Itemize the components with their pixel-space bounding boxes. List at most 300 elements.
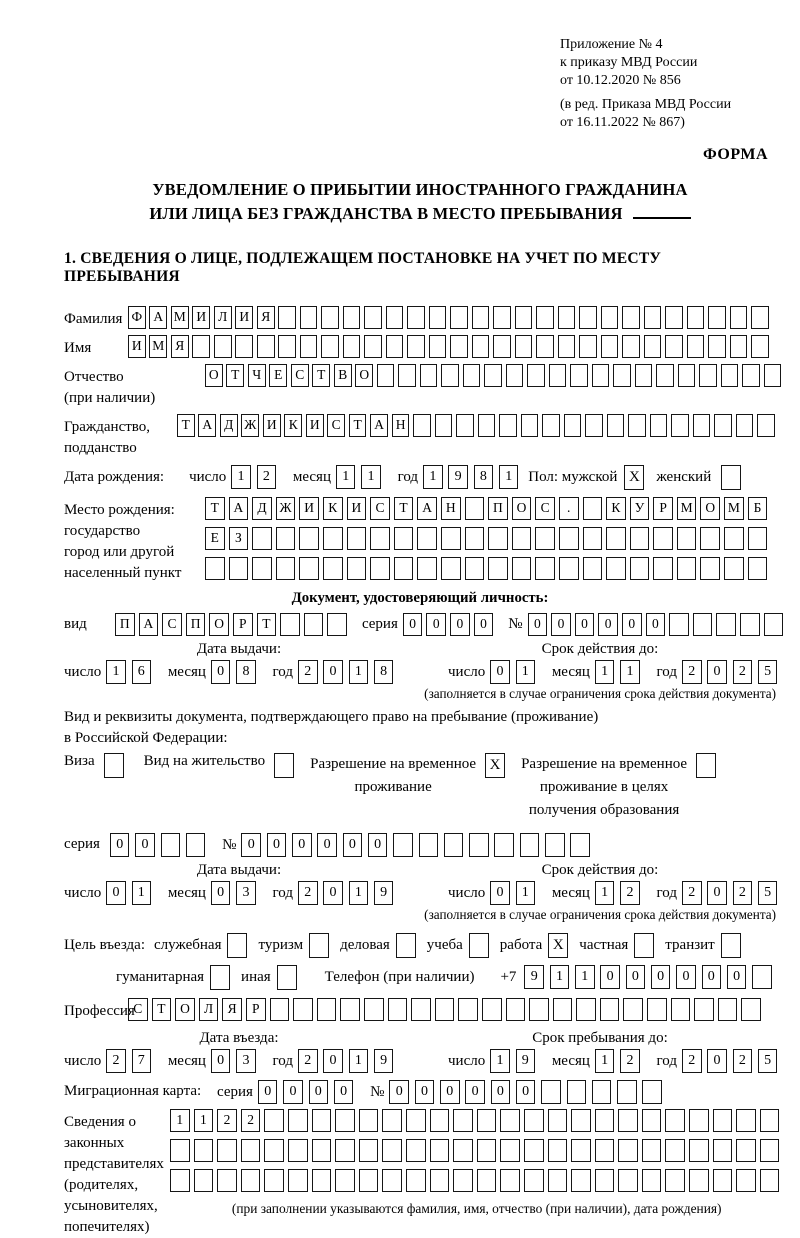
char-box[interactable] bbox=[713, 1109, 733, 1132]
char-box[interactable] bbox=[689, 1169, 709, 1192]
char-box[interactable] bbox=[751, 306, 769, 329]
char-box[interactable]: П bbox=[488, 497, 508, 520]
char-box[interactable]: И bbox=[192, 306, 210, 329]
char-box[interactable] bbox=[618, 1109, 638, 1132]
char-box[interactable] bbox=[521, 414, 539, 437]
char-box[interactable] bbox=[280, 613, 300, 636]
char-box[interactable]: 1 bbox=[516, 881, 536, 905]
char-box[interactable] bbox=[430, 1139, 450, 1162]
char-box[interactable]: X bbox=[624, 465, 644, 490]
char-box[interactable] bbox=[229, 557, 249, 580]
char-box[interactable] bbox=[730, 335, 748, 358]
char-box[interactable]: О bbox=[209, 613, 229, 636]
char-box[interactable] bbox=[630, 557, 650, 580]
char-box[interactable]: 1 bbox=[132, 881, 152, 905]
char-box[interactable]: 0 bbox=[106, 881, 126, 905]
char-box[interactable]: 0 bbox=[651, 965, 671, 989]
char-box[interactable]: 0 bbox=[465, 1080, 485, 1104]
char-box[interactable] bbox=[343, 306, 361, 329]
char-box[interactable]: 0 bbox=[426, 613, 446, 636]
char-box[interactable] bbox=[689, 1109, 709, 1132]
char-box[interactable] bbox=[278, 335, 296, 358]
char-box[interactable]: 9 bbox=[448, 465, 468, 489]
char-box[interactable]: 8 bbox=[474, 465, 494, 489]
char-box[interactable]: 2 bbox=[682, 881, 702, 905]
char-box[interactable]: К bbox=[323, 497, 343, 520]
char-box[interactable] bbox=[359, 1139, 379, 1162]
char-box[interactable] bbox=[478, 414, 496, 437]
char-box[interactable]: А bbox=[139, 613, 159, 636]
char-box[interactable] bbox=[724, 527, 744, 550]
char-box[interactable]: Ф bbox=[128, 306, 146, 329]
char-box[interactable] bbox=[708, 335, 726, 358]
char-box[interactable] bbox=[270, 998, 290, 1021]
char-box[interactable]: Р bbox=[233, 613, 253, 636]
char-box[interactable] bbox=[642, 1139, 662, 1162]
char-box[interactable] bbox=[713, 1169, 733, 1192]
char-box[interactable]: Р bbox=[246, 998, 266, 1021]
char-box[interactable]: 0 bbox=[323, 660, 343, 684]
char-box[interactable]: П bbox=[115, 613, 135, 636]
char-box[interactable] bbox=[721, 933, 741, 958]
char-box[interactable] bbox=[553, 998, 573, 1021]
char-box[interactable]: О bbox=[700, 497, 720, 520]
char-box[interactable] bbox=[644, 306, 662, 329]
char-box[interactable] bbox=[642, 1169, 662, 1192]
char-box[interactable] bbox=[512, 557, 532, 580]
char-box[interactable]: 0 bbox=[516, 1080, 536, 1104]
char-box[interactable]: Р bbox=[653, 497, 673, 520]
char-box[interactable] bbox=[693, 613, 713, 636]
char-box[interactable] bbox=[299, 527, 319, 550]
char-box[interactable] bbox=[335, 1139, 355, 1162]
char-box[interactable]: 0 bbox=[110, 833, 130, 857]
char-box[interactable] bbox=[515, 335, 533, 358]
char-box[interactable] bbox=[104, 753, 124, 778]
char-box[interactable] bbox=[748, 557, 768, 580]
char-box[interactable] bbox=[579, 335, 597, 358]
char-box[interactable]: 7 bbox=[132, 1049, 152, 1073]
char-box[interactable] bbox=[463, 364, 481, 387]
char-box[interactable] bbox=[393, 833, 413, 857]
char-box[interactable] bbox=[500, 1139, 520, 1162]
char-box[interactable] bbox=[323, 527, 343, 550]
char-box[interactable]: 0 bbox=[389, 1080, 409, 1104]
char-box[interactable] bbox=[264, 1169, 284, 1192]
char-box[interactable]: 0 bbox=[622, 613, 642, 636]
char-box[interactable]: С bbox=[162, 613, 182, 636]
char-box[interactable]: 1 bbox=[336, 465, 356, 489]
char-box[interactable]: 9 bbox=[374, 1049, 394, 1073]
char-box[interactable]: 1 bbox=[595, 881, 615, 905]
char-box[interactable]: О bbox=[355, 364, 373, 387]
char-box[interactable] bbox=[312, 1139, 332, 1162]
char-box[interactable]: 1 bbox=[423, 465, 443, 489]
char-box[interactable]: 2 bbox=[298, 660, 318, 684]
char-box[interactable] bbox=[161, 833, 181, 857]
char-box[interactable] bbox=[465, 527, 485, 550]
char-box[interactable] bbox=[411, 998, 431, 1021]
char-box[interactable] bbox=[600, 998, 620, 1021]
char-box[interactable] bbox=[689, 1139, 709, 1162]
char-box[interactable] bbox=[524, 1109, 544, 1132]
char-box[interactable]: 2 bbox=[620, 881, 640, 905]
char-box[interactable]: 0 bbox=[707, 881, 727, 905]
char-box[interactable] bbox=[469, 933, 489, 958]
char-box[interactable]: 2 bbox=[298, 881, 318, 905]
char-box[interactable] bbox=[752, 965, 772, 989]
char-box[interactable]: 0 bbox=[403, 613, 423, 636]
char-box[interactable] bbox=[665, 335, 683, 358]
char-box[interactable] bbox=[741, 998, 761, 1021]
char-box[interactable]: 0 bbox=[309, 1080, 329, 1104]
char-box[interactable] bbox=[406, 1139, 426, 1162]
char-box[interactable] bbox=[386, 335, 404, 358]
char-box[interactable]: Ч bbox=[248, 364, 266, 387]
char-box[interactable]: 2 bbox=[682, 1049, 702, 1073]
char-box[interactable] bbox=[241, 1139, 261, 1162]
char-box[interactable]: А bbox=[198, 414, 216, 437]
char-box[interactable] bbox=[716, 613, 736, 636]
char-box[interactable] bbox=[571, 1169, 591, 1192]
char-box[interactable] bbox=[751, 335, 769, 358]
char-box[interactable] bbox=[477, 1169, 497, 1192]
char-box[interactable] bbox=[170, 1139, 190, 1162]
char-box[interactable]: С bbox=[128, 998, 148, 1021]
char-box[interactable] bbox=[677, 527, 697, 550]
char-box[interactable]: 1 bbox=[490, 1049, 510, 1073]
char-box[interactable]: 1 bbox=[575, 965, 595, 989]
char-box[interactable] bbox=[435, 414, 453, 437]
char-box[interactable] bbox=[312, 1169, 332, 1192]
char-box[interactable] bbox=[394, 557, 414, 580]
char-box[interactable] bbox=[571, 1109, 591, 1132]
char-box[interactable] bbox=[293, 998, 313, 1021]
char-box[interactable] bbox=[617, 1080, 637, 1104]
char-box[interactable] bbox=[347, 527, 367, 550]
char-box[interactable]: А bbox=[229, 497, 249, 520]
char-box[interactable]: Я bbox=[171, 335, 189, 358]
char-box[interactable] bbox=[252, 527, 272, 550]
char-box[interactable] bbox=[529, 998, 549, 1021]
char-box[interactable] bbox=[499, 414, 517, 437]
char-box[interactable] bbox=[601, 335, 619, 358]
char-box[interactable] bbox=[678, 364, 696, 387]
char-box[interactable] bbox=[742, 364, 760, 387]
char-box[interactable]: Н bbox=[441, 497, 461, 520]
char-box[interactable]: 0 bbox=[135, 833, 155, 857]
char-box[interactable]: 0 bbox=[323, 881, 343, 905]
char-box[interactable] bbox=[564, 414, 582, 437]
char-box[interactable] bbox=[413, 414, 431, 437]
char-box[interactable] bbox=[394, 527, 414, 550]
char-box[interactable]: 2 bbox=[106, 1049, 126, 1073]
char-box[interactable] bbox=[500, 1109, 520, 1132]
char-box[interactable] bbox=[656, 364, 674, 387]
char-box[interactable]: О bbox=[512, 497, 532, 520]
char-box[interactable] bbox=[300, 335, 318, 358]
char-box[interactable] bbox=[382, 1139, 402, 1162]
char-box[interactable]: С bbox=[370, 497, 390, 520]
char-box[interactable]: 5 bbox=[758, 1049, 778, 1073]
char-box[interactable]: 1 bbox=[170, 1109, 190, 1132]
char-box[interactable] bbox=[441, 527, 461, 550]
char-box[interactable] bbox=[642, 1080, 662, 1104]
char-box[interactable]: И bbox=[299, 497, 319, 520]
char-box[interactable] bbox=[477, 1139, 497, 1162]
char-box[interactable]: 9 bbox=[524, 965, 544, 989]
char-box[interactable] bbox=[535, 527, 555, 550]
char-box[interactable]: 0 bbox=[490, 660, 510, 684]
char-box[interactable]: 1 bbox=[194, 1109, 214, 1132]
char-box[interactable] bbox=[465, 497, 485, 520]
char-box[interactable] bbox=[444, 833, 464, 857]
char-box[interactable] bbox=[613, 364, 631, 387]
char-box[interactable] bbox=[549, 364, 567, 387]
char-box[interactable] bbox=[359, 1109, 379, 1132]
char-box[interactable]: Ж bbox=[276, 497, 296, 520]
char-box[interactable]: Д bbox=[220, 414, 238, 437]
char-box[interactable] bbox=[276, 527, 296, 550]
char-box[interactable] bbox=[559, 527, 579, 550]
char-box[interactable] bbox=[359, 1169, 379, 1192]
char-box[interactable] bbox=[435, 998, 455, 1021]
char-box[interactable]: У bbox=[630, 497, 650, 520]
char-box[interactable] bbox=[647, 998, 667, 1021]
char-box[interactable] bbox=[458, 998, 478, 1021]
char-box[interactable] bbox=[406, 1169, 426, 1192]
char-box[interactable] bbox=[724, 557, 744, 580]
char-box[interactable]: 0 bbox=[450, 613, 470, 636]
char-box[interactable] bbox=[347, 557, 367, 580]
char-box[interactable]: А bbox=[149, 306, 167, 329]
char-box[interactable]: 0 bbox=[707, 660, 727, 684]
char-box[interactable] bbox=[506, 364, 524, 387]
char-box[interactable] bbox=[618, 1139, 638, 1162]
char-box[interactable]: 0 bbox=[334, 1080, 354, 1104]
char-box[interactable] bbox=[665, 1169, 685, 1192]
char-box[interactable] bbox=[548, 1139, 568, 1162]
char-box[interactable]: М bbox=[677, 497, 697, 520]
char-box[interactable] bbox=[687, 335, 705, 358]
char-box[interactable]: 0 bbox=[283, 1080, 303, 1104]
char-box[interactable] bbox=[386, 306, 404, 329]
char-box[interactable] bbox=[227, 933, 247, 958]
char-box[interactable]: 0 bbox=[440, 1080, 460, 1104]
char-box[interactable]: 8 bbox=[374, 660, 394, 684]
char-box[interactable] bbox=[718, 998, 738, 1021]
char-box[interactable]: 1 bbox=[620, 660, 640, 684]
char-box[interactable] bbox=[382, 1169, 402, 1192]
char-box[interactable] bbox=[288, 1169, 308, 1192]
char-box[interactable] bbox=[429, 306, 447, 329]
char-box[interactable] bbox=[583, 497, 603, 520]
char-box[interactable]: 1 bbox=[106, 660, 126, 684]
char-box[interactable] bbox=[650, 414, 668, 437]
char-box[interactable] bbox=[214, 335, 232, 358]
char-box[interactable] bbox=[585, 414, 603, 437]
char-box[interactable] bbox=[665, 1109, 685, 1132]
char-box[interactable]: И bbox=[263, 414, 281, 437]
char-box[interactable]: С bbox=[535, 497, 555, 520]
char-box[interactable] bbox=[579, 306, 597, 329]
char-box[interactable]: Ж bbox=[241, 414, 259, 437]
char-box[interactable] bbox=[623, 998, 643, 1021]
char-box[interactable]: 2 bbox=[241, 1109, 261, 1132]
char-box[interactable]: Л bbox=[199, 998, 219, 1021]
char-box[interactable] bbox=[482, 998, 502, 1021]
char-box[interactable] bbox=[687, 306, 705, 329]
char-box[interactable]: 0 bbox=[368, 833, 388, 857]
char-box[interactable] bbox=[764, 613, 784, 636]
char-box[interactable] bbox=[696, 753, 716, 778]
char-box[interactable] bbox=[257, 335, 275, 358]
char-box[interactable] bbox=[595, 1109, 615, 1132]
char-box[interactable]: Н bbox=[392, 414, 410, 437]
char-box[interactable] bbox=[441, 557, 461, 580]
char-box[interactable]: 0 bbox=[211, 881, 231, 905]
char-box[interactable] bbox=[583, 527, 603, 550]
char-box[interactable] bbox=[714, 414, 732, 437]
char-box[interactable]: X bbox=[485, 753, 505, 778]
char-box[interactable] bbox=[548, 1109, 568, 1132]
char-box[interactable]: Т bbox=[394, 497, 414, 520]
char-box[interactable] bbox=[317, 998, 337, 1021]
char-box[interactable] bbox=[396, 933, 416, 958]
char-box[interactable] bbox=[520, 833, 540, 857]
char-box[interactable] bbox=[304, 613, 324, 636]
char-box[interactable] bbox=[288, 1109, 308, 1132]
char-box[interactable]: Т bbox=[177, 414, 195, 437]
char-box[interactable] bbox=[644, 335, 662, 358]
char-box[interactable] bbox=[567, 1080, 587, 1104]
char-box[interactable] bbox=[757, 414, 775, 437]
char-box[interactable]: 1 bbox=[231, 465, 251, 489]
char-box[interactable] bbox=[635, 364, 653, 387]
char-box[interactable] bbox=[736, 1109, 756, 1132]
char-box[interactable]: А bbox=[417, 497, 437, 520]
char-box[interactable]: Т bbox=[205, 497, 225, 520]
char-box[interactable] bbox=[618, 1169, 638, 1192]
char-box[interactable]: Е bbox=[205, 527, 225, 550]
char-box[interactable]: . bbox=[559, 497, 579, 520]
char-box[interactable] bbox=[700, 557, 720, 580]
char-box[interactable] bbox=[364, 998, 384, 1021]
char-box[interactable] bbox=[488, 557, 508, 580]
char-box[interactable]: 0 bbox=[323, 1049, 343, 1073]
char-box[interactable] bbox=[472, 306, 490, 329]
char-box[interactable]: 1 bbox=[516, 660, 536, 684]
char-box[interactable]: Т bbox=[226, 364, 244, 387]
char-box[interactable] bbox=[570, 833, 590, 857]
char-box[interactable] bbox=[630, 527, 650, 550]
char-box[interactable]: Т bbox=[349, 414, 367, 437]
char-box[interactable] bbox=[321, 335, 339, 358]
char-box[interactable] bbox=[642, 1109, 662, 1132]
char-box[interactable] bbox=[713, 1139, 733, 1162]
char-box[interactable] bbox=[700, 527, 720, 550]
char-box[interactable] bbox=[441, 364, 459, 387]
char-box[interactable]: Я bbox=[222, 998, 242, 1021]
char-box[interactable] bbox=[545, 833, 565, 857]
char-box[interactable] bbox=[740, 613, 760, 636]
char-box[interactable] bbox=[274, 753, 294, 778]
char-box[interactable] bbox=[721, 364, 739, 387]
char-box[interactable]: 2 bbox=[733, 1049, 753, 1073]
char-box[interactable] bbox=[665, 306, 683, 329]
char-box[interactable] bbox=[364, 335, 382, 358]
char-box[interactable]: 0 bbox=[575, 613, 595, 636]
char-box[interactable] bbox=[527, 364, 545, 387]
char-box[interactable] bbox=[210, 965, 230, 990]
char-box[interactable] bbox=[760, 1109, 780, 1132]
char-box[interactable] bbox=[669, 613, 689, 636]
char-box[interactable] bbox=[736, 414, 754, 437]
char-box[interactable]: 2 bbox=[620, 1049, 640, 1073]
char-box[interactable] bbox=[708, 306, 726, 329]
char-box[interactable]: 0 bbox=[707, 1049, 727, 1073]
char-box[interactable] bbox=[730, 306, 748, 329]
char-box[interactable] bbox=[406, 1109, 426, 1132]
char-box[interactable] bbox=[548, 1169, 568, 1192]
char-box[interactable] bbox=[694, 998, 714, 1021]
char-box[interactable] bbox=[484, 364, 502, 387]
char-box[interactable] bbox=[665, 1139, 685, 1162]
char-box[interactable]: 0 bbox=[551, 613, 571, 636]
char-box[interactable] bbox=[419, 833, 439, 857]
char-box[interactable] bbox=[340, 998, 360, 1021]
char-box[interactable] bbox=[595, 1139, 615, 1162]
char-box[interactable]: А bbox=[370, 414, 388, 437]
char-box[interactable] bbox=[699, 364, 717, 387]
char-box[interactable] bbox=[494, 833, 514, 857]
char-box[interactable]: Б bbox=[748, 497, 768, 520]
char-box[interactable] bbox=[335, 1169, 355, 1192]
char-box[interactable]: 5 bbox=[758, 881, 778, 905]
char-box[interactable] bbox=[323, 557, 343, 580]
char-box[interactable] bbox=[736, 1169, 756, 1192]
char-box[interactable]: 0 bbox=[211, 1049, 231, 1073]
char-box[interactable] bbox=[450, 306, 468, 329]
char-box[interactable]: 0 bbox=[317, 833, 337, 857]
char-box[interactable]: 9 bbox=[374, 881, 394, 905]
char-box[interactable] bbox=[252, 557, 272, 580]
char-box[interactable]: 0 bbox=[292, 833, 312, 857]
char-box[interactable]: 1 bbox=[499, 465, 519, 489]
char-box[interactable]: 0 bbox=[702, 965, 722, 989]
char-box[interactable]: П bbox=[186, 613, 206, 636]
char-box[interactable] bbox=[398, 364, 416, 387]
char-box[interactable] bbox=[217, 1169, 237, 1192]
char-box[interactable] bbox=[194, 1169, 214, 1192]
char-box[interactable]: 1 bbox=[349, 660, 369, 684]
char-box[interactable]: 2 bbox=[733, 881, 753, 905]
char-box[interactable] bbox=[417, 527, 437, 550]
char-box[interactable] bbox=[748, 527, 768, 550]
char-box[interactable] bbox=[558, 335, 576, 358]
char-box[interactable] bbox=[299, 557, 319, 580]
char-box[interactable] bbox=[558, 306, 576, 329]
char-box[interactable] bbox=[456, 414, 474, 437]
char-box[interactable] bbox=[493, 306, 511, 329]
char-box[interactable] bbox=[606, 527, 626, 550]
char-box[interactable] bbox=[278, 306, 296, 329]
char-box[interactable]: 1 bbox=[349, 1049, 369, 1073]
char-box[interactable] bbox=[429, 335, 447, 358]
char-box[interactable]: С bbox=[327, 414, 345, 437]
char-box[interactable] bbox=[493, 335, 511, 358]
char-box[interactable] bbox=[524, 1169, 544, 1192]
